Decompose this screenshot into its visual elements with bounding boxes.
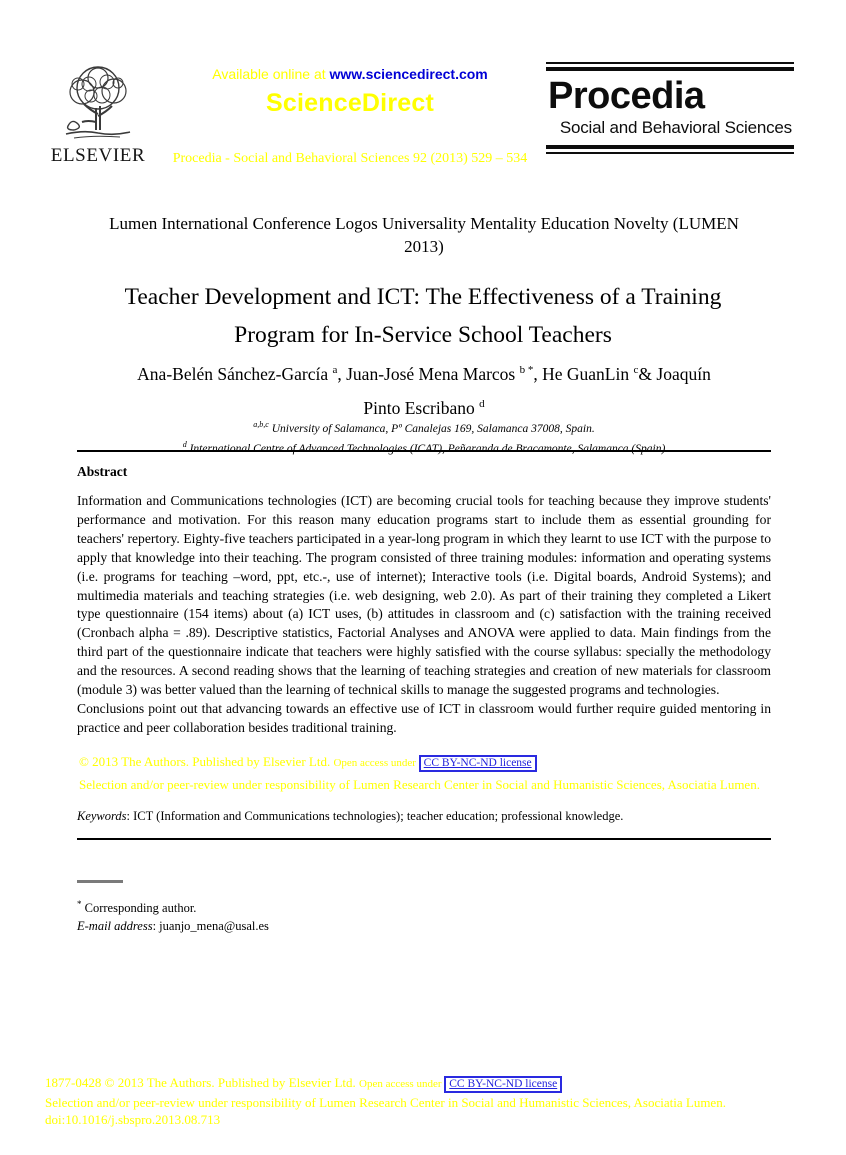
abstract-divider-rule (77, 838, 771, 840)
author-affiliation-sup: c (633, 364, 639, 376)
abstract-heading: Abstract (77, 464, 128, 479)
abstract-body (77, 492, 771, 738)
keywords-line (77, 809, 771, 824)
procedia-top-thick-rule (546, 67, 794, 71)
author-name: Pinto Escribano (363, 397, 480, 418)
sciencedirect-logo: ScienceDirect (266, 89, 434, 117)
footer-copyright-text: 1877-0428 © 2013 The Authors. Published by Elsevier Ltd. (45, 1075, 360, 1090)
footer-open-access-note: Open access under (359, 1078, 445, 1090)
email-address[interactable]: : juanjo_mena@usal.es (152, 919, 269, 934)
peer-review-line: Selection and/or peer-review under responsibility of Lumen Research Center in Social and Humanistic Sciences, Asociatia Lumen. (79, 777, 760, 792)
abstract-paragraph-2: Conclusions point out that advancing towards an effective use of ICT in classroom would further require guided mentoring in practice and peer collaboration besides traditional training. (77, 700, 771, 735)
cc-license-link[interactable]: CC BY-NC-ND license (419, 755, 537, 772)
procedia-bottom-thin-rule (546, 152, 794, 154)
paper-title (60, 278, 786, 354)
keywords-text: : ICT (Information and Communications technologies); teacher education; professional knowledge. (126, 809, 624, 823)
copyright-text: © 2013 The Authors. Published by Elsevier Ltd. (79, 754, 334, 769)
affiliation-1 (77, 417, 771, 437)
keywords-label: Keywords (77, 809, 127, 823)
elsevier-tree-icon (50, 64, 146, 144)
header-center (165, 66, 535, 167)
conference-title (77, 212, 771, 258)
elsevier-logo (50, 64, 146, 167)
authors-line1 (77, 355, 771, 389)
author-name: , He GuanLin (533, 363, 634, 384)
email-line (77, 917, 577, 935)
email-label: E-mail address (77, 919, 153, 934)
paper-title-line2: Program for In-Service School Teachers (234, 322, 612, 348)
affiliation-2 (77, 437, 771, 457)
footnote (77, 895, 577, 935)
license-block (79, 751, 773, 795)
author-name: , Juan-José Mena Marcos (337, 363, 520, 384)
available-online-text: Available online at (212, 66, 330, 82)
author-affiliation-sup: b * (519, 364, 534, 376)
journal-citation: Procedia - Social and Behavioral Sciences 92 (2013) 529 – 534 (172, 151, 528, 166)
author-name: & Joaquín (638, 363, 711, 384)
author-name: Ana-Belén Sánchez-García (137, 363, 333, 384)
abstract-paragraph-1: Information and Communications technologies (ICT) are becoming crucial tools for teaching because they improve students' performance and motivation. For this reason many education programs start to include them as essential grounding for teachers' repertory. Eighty-five teachers participated in a year-long program in which they learnt to use ICT with the purpose to apply that knowledge into their teaching. The program consisted of three training modules: information and operating systems (i.e. programs for teaching –word, ppt, etc.-, use of internet); Interactive tools (i.e. Digital boards, Android Systems); and multimedia materials and teaching strategies (i.e. web designing, web 2.0). As part of their training they completed a Likert type questionnaire (154 items) about (a) ICT uses, (b) attitudes in classroom and (c) satisfaction with the training received (Cronbach alpha = .89). Descriptive statistics, Factorial Analyses and ANOVA were applied to data. Main findings from the third part of the questionnaire indicate that teachers were highly satisfied with the course syllabus: specially the methodology and the resources. A second reading shows that the learning of teaching strategies and creation of new materials for classroom (module 3) was better valued than the learning of technical skills to manage the suggested programs and technologies. (77, 493, 771, 698)
procedia-title: Procedia (548, 75, 705, 117)
header-divider-rule (77, 450, 771, 452)
sciencedirect-url-link[interactable]: www.sciencedirect.com (329, 66, 488, 82)
paper-title-line1: Teacher Development and ICT: The Effectiveness of a Training (124, 284, 722, 310)
conference-title-line1: Lumen International Conference Logos Universality Mentality Education Novelty (LUMEN (109, 214, 739, 233)
affiliation-sup: d (182, 439, 187, 449)
procedia-logo (546, 62, 794, 154)
footnote-marker: * (77, 899, 82, 909)
affiliation-text: University of Salamanca, Pº Canalejas 169, Salamanca 37008, Spain. (268, 422, 595, 435)
copyright-line (79, 751, 773, 774)
conference-title-line2: 2013) (404, 237, 444, 256)
footer-issn-line (45, 1074, 805, 1094)
corresponding-author-text: Corresponding author. (81, 901, 197, 916)
procedia-subtitle: Social and Behavioral Sciences (559, 117, 792, 137)
authors-line (77, 355, 771, 423)
author-affiliation-sup: d (479, 397, 485, 410)
corresponding-author-note (77, 895, 577, 917)
affiliation-sup: a,b,c (253, 420, 269, 429)
elsevier-wordmark: ELSEVIER (50, 145, 146, 166)
doi-line: doi:10.1016/j.sbspro.2013.08.713 (45, 1112, 221, 1127)
available-online-line (165, 66, 535, 82)
open-access-note: Open access under (333, 757, 419, 769)
author-affiliation-sup: a (332, 364, 338, 376)
footer-cc-license-link[interactable]: CC BY-NC-ND license (444, 1076, 562, 1093)
footnote-divider (77, 880, 123, 883)
footer-peer-review-line: Selection and/or peer-review under responsibility of Lumen Research Center in Social and Humanistic Sciences, Asociatia Lumen. (45, 1094, 726, 1110)
affiliation-text: International Centre of Advanced Technologies (ICAT), Peñaranda de Bracamonte, Salamanca (Spain) (186, 442, 666, 455)
page-footer (45, 1074, 805, 1129)
